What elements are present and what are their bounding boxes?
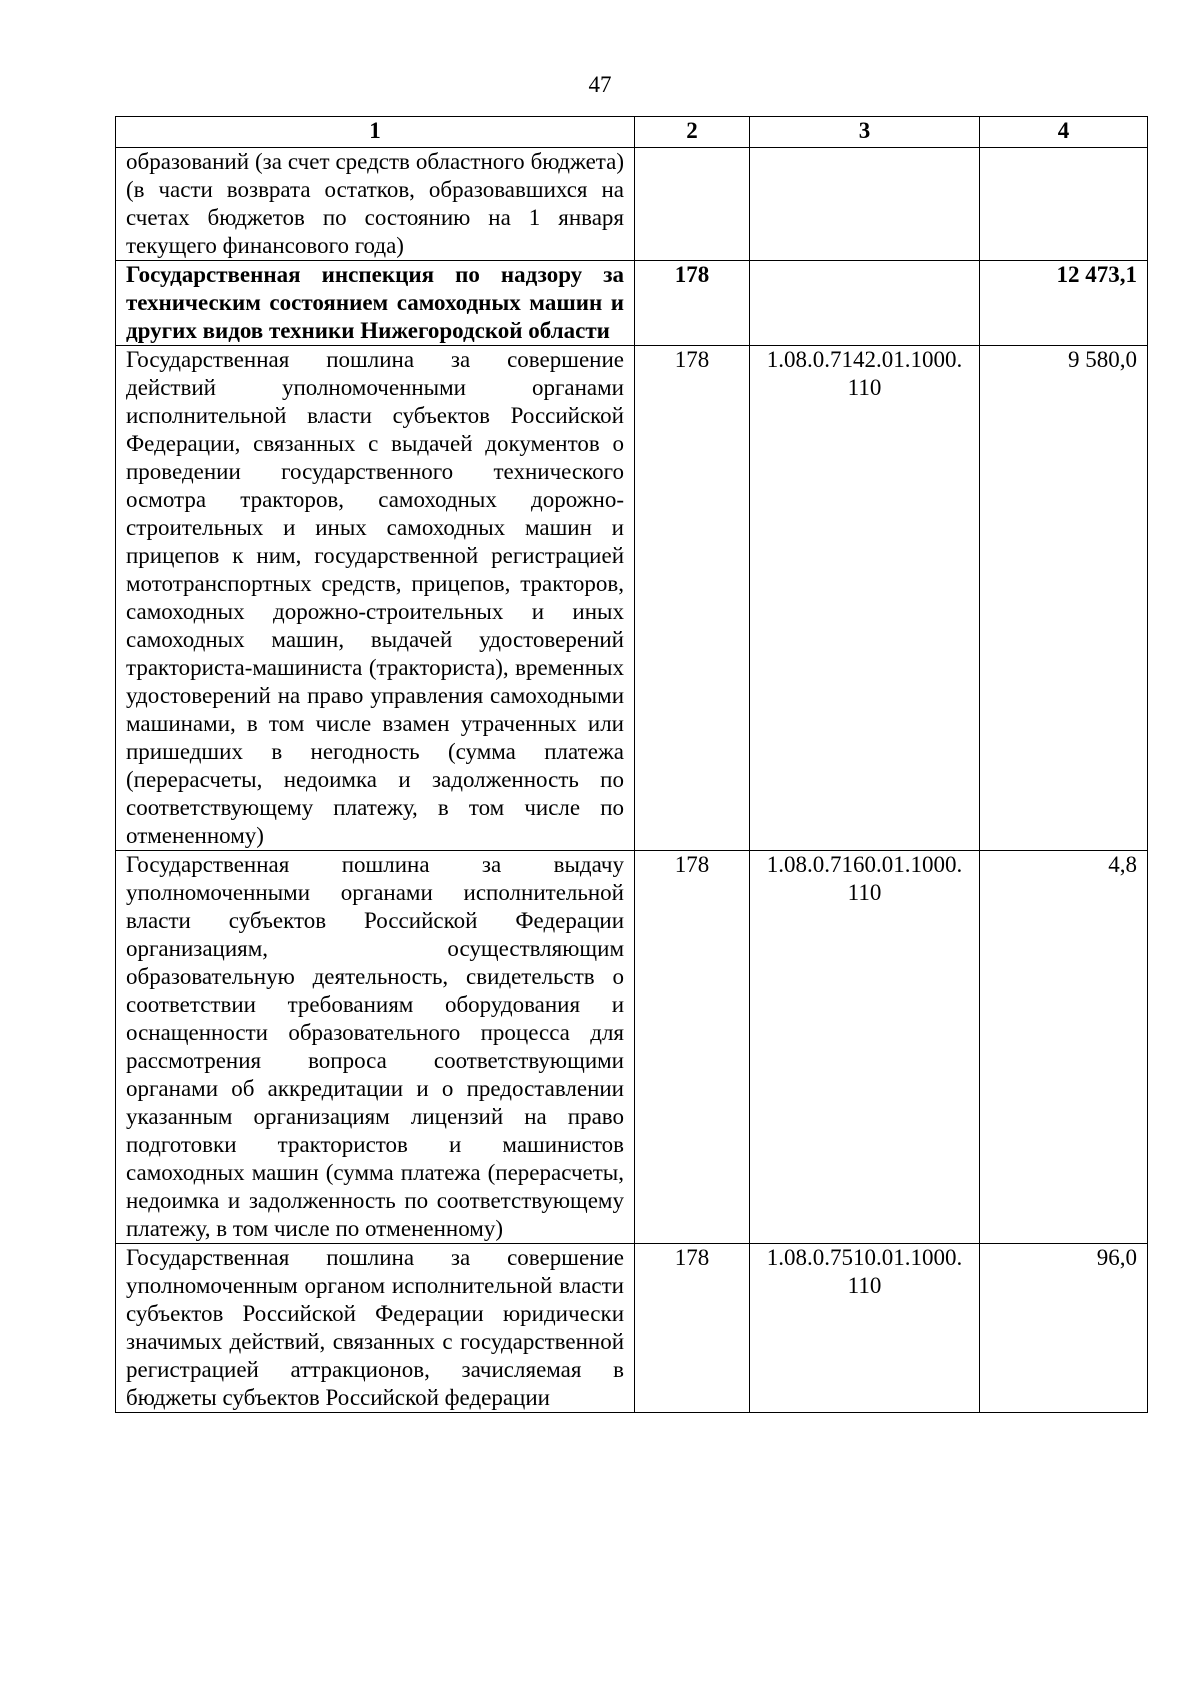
code-line-1: 1.08.0.7510.01.1000. bbox=[766, 1245, 963, 1270]
code-line-1: 1.08.0.7160.01.1000. bbox=[766, 852, 963, 877]
row-amount: 4,8 bbox=[980, 851, 1148, 1244]
page-number: 47 bbox=[588, 72, 612, 97]
code-line-2: 110 bbox=[847, 375, 882, 400]
row-amount: 12 473,1 bbox=[980, 261, 1148, 346]
row-name: Государственная пошлина за совершение уполномоченным органом исполнительной власти субъектов Российской Федерации юридически значимых действий, связанных с государственной регистрацией аттракционов, зачисляемая в бюджеты субъектов Российской федерации bbox=[116, 1244, 635, 1413]
header-col-3: 3 bbox=[750, 117, 980, 148]
row-name: образований (за счет средств областного бюджета) (в части возврата остатков, образовавшихся на счетах бюджетов по состоянию на 1 января текущего финансового года) bbox=[116, 148, 635, 261]
header-col-4: 4 bbox=[980, 117, 1148, 148]
code-line-2: 110 bbox=[847, 1273, 882, 1298]
row-admin-code: 178 bbox=[635, 346, 750, 851]
row-amount: 96,0 bbox=[980, 1244, 1148, 1413]
table-row bbox=[116, 148, 1148, 261]
code-line-2: 110 bbox=[847, 880, 882, 905]
row-admin-code: 178 bbox=[635, 1244, 750, 1413]
header-col-1: 1 bbox=[116, 117, 635, 148]
row-budget-code bbox=[750, 148, 980, 261]
row-admin-code bbox=[635, 148, 750, 261]
table-row bbox=[116, 346, 1148, 851]
table-row bbox=[116, 261, 1148, 346]
row-admin-code: 178 bbox=[635, 851, 750, 1244]
budget-revenue-table bbox=[115, 116, 1148, 1413]
row-name: Государственная инспекция по надзору за техническим состоянием самоходных машин и других видов техники Нижегородской области bbox=[116, 261, 635, 346]
table-row bbox=[116, 1244, 1148, 1413]
row-name: Государственная пошлина за выдачу уполномоченными органами исполнительной власти субъектов Российской Федерации организациям, осуществляющим образовательную деятельность, свидетельств о соответствии требованиям оборудования и оснащенности образовательного процесса для рассмотрения вопроса соответствующими органами об аккредитации и о предоставлении указанным организациям лицензий на право подготовки трактористов и машинистов самоходных машин (сумма платежа (перерасчеты, недоимка и задолженность по соответствующему платежу, в том числе по отмененному) bbox=[116, 851, 635, 1244]
row-budget-code bbox=[750, 346, 980, 851]
code-line-1: 1.08.0.7142.01.1000. bbox=[766, 347, 963, 372]
table-header-row bbox=[116, 117, 1148, 148]
row-admin-code: 178 bbox=[635, 261, 750, 346]
row-budget-code bbox=[750, 261, 980, 346]
row-name: Государственная пошлина за совершение действий уполномоченными органами исполнительной власти субъектов Российской Федерации, связанных с выдачей документов о проведении государственного технического осмотра тракторов, самоходных дорожно-строительных и иных самоходных машин и прицепов к ним, государственной регистрацией мототранспортных средств, прицепов, тракторов, самоходных дорожно-строительных и иных самоходных машин, выдачей удостоверений тракториста-машиниста (тракториста), временных удостоверений на право управления самоходными машинами, в том числе взамен утраченных или пришедших в негодность (сумма платежа (перерасчеты, недоимка и задолженность по соответствующему платежу, в том числе по отмененному) bbox=[116, 346, 635, 851]
header-col-2: 2 bbox=[635, 117, 750, 148]
row-budget-code bbox=[750, 1244, 980, 1413]
row-amount: 9 580,0 bbox=[980, 346, 1148, 851]
table-row bbox=[116, 851, 1148, 1244]
row-budget-code bbox=[750, 851, 980, 1244]
row-amount bbox=[980, 148, 1148, 261]
